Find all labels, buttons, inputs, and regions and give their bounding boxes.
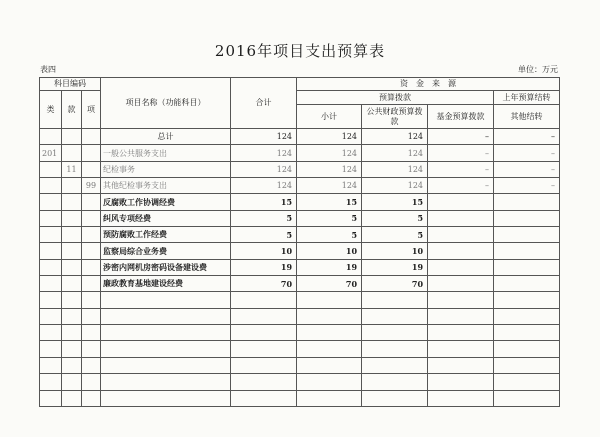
cell-subtotal: 124 [297,129,362,145]
cell-project-name: 反腐败工作协调经费 [101,194,231,210]
empty-cell [362,325,428,341]
cell-public-finance: 124 [362,161,428,177]
cell-lei [40,178,62,194]
empty-cell [40,390,62,407]
empty-cell [40,292,62,308]
empty-cell [40,341,62,357]
empty-cell [40,325,62,341]
cell-xiang [82,210,101,226]
header-subject-code: 科目编码 [40,78,101,91]
cell-project-name: 监察局综合业务费 [101,243,231,259]
cell-fund-budget [428,243,494,259]
empty-cell [101,374,231,390]
cell-other-carry [494,210,560,226]
cell-fund-budget [428,259,494,275]
cell-project-name: 预防腐败工作经费 [101,227,231,243]
empty-cell [297,292,362,308]
cell-kuan [62,145,82,161]
empty-cell [362,341,428,357]
cell-total: 5 [231,227,297,243]
table-row [40,276,560,292]
cell-kuan [62,178,82,194]
empty-cell [494,374,560,390]
empty-cell [428,308,494,324]
empty-cell [82,341,101,357]
empty-cell [40,374,62,390]
cell-subtotal: 124 [297,145,362,161]
empty-cell [231,357,297,373]
empty-cell [428,374,494,390]
header-funding-source: 资 金 来 源 [297,78,560,91]
cell-fund-budget: – [428,145,494,161]
cell-subtotal: 124 [297,178,362,194]
empty-cell [82,374,101,390]
cell-lei [40,227,62,243]
cell-other-carry [494,227,560,243]
empty-cell [428,357,494,373]
cell-kuan [62,259,82,275]
cell-total: 124 [231,129,297,145]
cell-other-carry [494,243,560,259]
cell-subtotal: 10 [297,243,362,259]
empty-cell [297,308,362,324]
budget-table [39,77,560,407]
header-subtotal: 小计 [297,105,362,129]
cell-lei [40,210,62,226]
cell-fund-budget: – [428,161,494,177]
cell-fund-budget: – [428,129,494,145]
cell-public-finance: 70 [362,276,428,292]
cell-public-finance: 10 [362,243,428,259]
table-body [40,129,560,407]
cell-subtotal: 5 [297,227,362,243]
empty-row [40,374,560,390]
empty-cell [62,341,82,357]
cell-fund-budget [428,194,494,210]
header-project-name: 项目名称（功能科目） [101,78,231,129]
empty-cell [62,325,82,341]
empty-cell [362,374,428,390]
cell-public-finance: 15 [362,194,428,210]
table-row [40,259,560,275]
empty-row [40,390,560,407]
cell-public-finance: 124 [362,145,428,161]
empty-cell [101,292,231,308]
empty-cell [428,341,494,357]
document-title: 2016年项目支出预算表 [214,42,386,60]
empty-cell [297,374,362,390]
empty-cell [297,325,362,341]
empty-cell [82,390,101,407]
cell-kuan [62,276,82,292]
empty-cell [494,292,560,308]
empty-cell [101,390,231,407]
cell-other-carry [494,194,560,210]
table-row [40,227,560,243]
empty-cell [297,357,362,373]
header-prev-year-carry: 上年预算结转 [494,91,560,105]
empty-cell [362,292,428,308]
cell-lei [40,259,62,275]
empty-cell [62,308,82,324]
header-lei: 类 [40,91,62,129]
cell-fund-budget [428,276,494,292]
empty-cell [297,341,362,357]
empty-cell [428,390,494,407]
table-code: 表四 [40,65,56,74]
table-row [40,161,560,177]
cell-public-finance: 5 [362,210,428,226]
cell-total: 19 [231,259,297,275]
empty-cell [231,374,297,390]
cell-xiang: 99 [82,178,101,194]
empty-cell [362,357,428,373]
cell-xiang [82,243,101,259]
empty-cell [101,308,231,324]
header-public-finance: 公共财政预算拨款 [362,105,428,129]
empty-cell [362,390,428,407]
cell-total: 5 [231,210,297,226]
cell-lei [40,129,62,145]
empty-cell [231,308,297,324]
cell-kuan [62,227,82,243]
empty-cell [82,325,101,341]
empty-cell [101,325,231,341]
cell-public-finance: 19 [362,259,428,275]
cell-total: 70 [231,276,297,292]
cell-fund-budget [428,227,494,243]
table-row [40,178,560,194]
empty-cell [297,390,362,407]
table-row [40,145,560,161]
cell-xiang [82,161,101,177]
cell-kuan [62,243,82,259]
cell-project-name: 一般公共服务支出 [101,145,231,161]
header-total: 合计 [231,78,297,129]
cell-fund-budget [428,210,494,226]
empty-cell [82,308,101,324]
cell-subtotal: 19 [297,259,362,275]
cell-subtotal: 15 [297,194,362,210]
cell-public-finance: 124 [362,178,428,194]
empty-cell [231,390,297,407]
cell-xiang [82,276,101,292]
empty-cell [62,374,82,390]
unit-label: 单位：万元 [518,65,558,74]
cell-other-carry: – [494,145,560,161]
cell-other-carry: – [494,178,560,194]
empty-cell [62,357,82,373]
cell-lei [40,161,62,177]
empty-cell [494,390,560,407]
cell-total: 124 [231,145,297,161]
empty-cell [62,390,82,407]
empty-row [40,325,560,341]
cell-other-carry [494,276,560,292]
table-row [40,243,560,259]
cell-kuan [62,210,82,226]
empty-cell [362,308,428,324]
empty-cell [494,325,560,341]
cell-project-name: 总计 [101,129,231,145]
cell-other-carry: – [494,129,560,145]
cell-public-finance: 124 [362,129,428,145]
cell-public-finance: 5 [362,227,428,243]
header-other-carry: 其他结转 [494,105,560,129]
header-kuan: 款 [62,91,82,129]
empty-row [40,308,560,324]
empty-cell [231,341,297,357]
cell-fund-budget: – [428,178,494,194]
cell-total: 124 [231,161,297,177]
cell-subtotal: 70 [297,276,362,292]
cell-total: 15 [231,194,297,210]
cell-lei [40,276,62,292]
cell-other-carry: – [494,161,560,177]
empty-cell [231,325,297,341]
empty-cell [494,308,560,324]
empty-cell [101,341,231,357]
empty-cell [82,357,101,373]
empty-cell [62,292,82,308]
cell-subtotal: 5 [297,210,362,226]
empty-cell [101,357,231,373]
cell-kuan [62,194,82,210]
header-budget-allocation: 预算拨款 [297,91,494,105]
cell-xiang [82,129,101,145]
cell-kuan: 11 [62,161,82,177]
cell-total: 124 [231,178,297,194]
empty-row [40,341,560,357]
cell-project-name: 廉政教育基地建设经费 [101,276,231,292]
empty-row [40,357,560,373]
cell-other-carry [494,259,560,275]
cell-xiang [82,145,101,161]
cell-project-name: 纪检事务 [101,161,231,177]
cell-project-name: 其他纪检事务支出 [101,178,231,194]
empty-row [40,292,560,308]
empty-cell [494,357,560,373]
cell-xiang [82,259,101,275]
header-fund-budget: 基金预算拨款 [428,105,494,129]
cell-subtotal: 124 [297,161,362,177]
empty-cell [428,325,494,341]
cell-lei: 201 [40,145,62,161]
cell-xiang [82,227,101,243]
cell-kuan [62,129,82,145]
empty-cell [40,308,62,324]
cell-project-name: 纠风专项经费 [101,210,231,226]
empty-cell [40,357,62,373]
table-row [40,210,560,226]
cell-lei [40,194,62,210]
empty-cell [231,292,297,308]
cell-total: 10 [231,243,297,259]
table-row [40,194,560,210]
empty-cell [82,292,101,308]
table-row [40,129,560,145]
header-xiang: 项 [82,91,101,129]
cell-lei [40,243,62,259]
empty-cell [494,341,560,357]
cell-project-name: 涉密内网机房密码设备建设费 [101,259,231,275]
empty-cell [428,292,494,308]
cell-xiang [82,194,101,210]
